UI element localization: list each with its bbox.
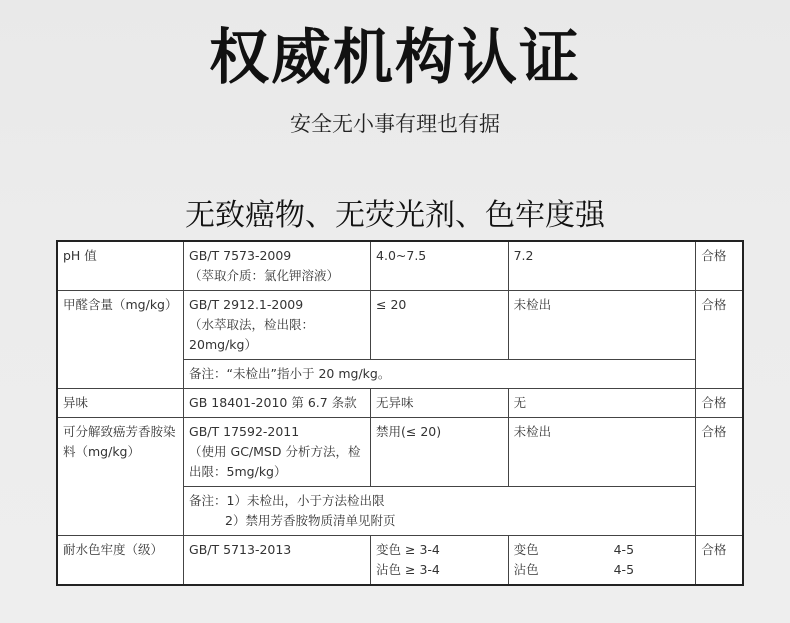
requirement-cell: 无异味 bbox=[371, 389, 509, 418]
table-row bbox=[57, 418, 743, 487]
result-label: 变色 bbox=[513, 542, 539, 557]
method-cell bbox=[184, 418, 371, 487]
method-detail: （水萃取法，检出限：20mg/kg） bbox=[189, 317, 315, 352]
method-detail: （使用 GC/MSD 分析方法，检出限：5mg/kg） bbox=[189, 444, 361, 479]
result-label: 沾色 bbox=[513, 562, 539, 577]
section-title: 无致癌物、无荧光剂、色牢度强 bbox=[185, 198, 605, 233]
requirement-cell: ≤ 20 bbox=[371, 291, 509, 360]
result-cell: 无 bbox=[508, 389, 696, 418]
result-cell: 7.2 bbox=[508, 241, 696, 291]
result-value: 4-5 bbox=[613, 542, 635, 557]
method-standard: GB/T 2912.1-2009 bbox=[189, 297, 304, 312]
item-cell: 甲醛含量（mg/kg） bbox=[57, 291, 184, 389]
method-cell: GB/T 5713-2013 bbox=[184, 536, 371, 586]
test-results-table-container bbox=[56, 240, 744, 586]
verdict-cell: 合格 bbox=[696, 418, 743, 536]
result-value: 4-5 bbox=[613, 562, 635, 577]
item-cell: 可分解致癌芳香胺染料（mg/kg） bbox=[57, 418, 184, 536]
table-row bbox=[57, 291, 743, 360]
item-cell: pH 值 bbox=[57, 241, 184, 291]
page-title: 权威机构认证 bbox=[209, 23, 581, 93]
table-row bbox=[57, 241, 743, 291]
note-line: 备注：1）未检出，小于方法检出限 bbox=[189, 493, 385, 508]
verdict-cell: 合格 bbox=[696, 241, 743, 291]
method-detail: （萃取介质：氯化钾溶液） bbox=[189, 268, 340, 283]
result-line bbox=[514, 540, 691, 560]
test-results-table bbox=[56, 240, 744, 586]
note-cell bbox=[184, 487, 696, 536]
verdict-cell: 合格 bbox=[696, 291, 743, 389]
result-cell: 未检出 bbox=[508, 291, 696, 360]
method-cell bbox=[184, 241, 371, 291]
item-cell: 耐水色牢度（级） bbox=[57, 536, 184, 586]
result-cell: 未检出 bbox=[508, 418, 696, 487]
method-standard: GB/T 17592-2011 bbox=[189, 424, 300, 439]
verdict-cell: 合格 bbox=[696, 389, 743, 418]
requirement-line: 沾色 ≥ 3-4 bbox=[376, 562, 440, 577]
verdict-cell: 合格 bbox=[696, 536, 743, 586]
method-cell bbox=[184, 291, 371, 360]
table-row bbox=[57, 536, 743, 586]
item-cell: 异味 bbox=[57, 389, 184, 418]
table-row bbox=[57, 389, 743, 418]
note-cell: 备注：“未检出”指小于 20 mg/kg。 bbox=[184, 360, 696, 389]
requirement-cell bbox=[371, 536, 509, 586]
page-subtitle: 安全无小事有理也有据 bbox=[290, 112, 500, 136]
method-standard: GB/T 7573-2009 bbox=[189, 248, 292, 263]
requirement-cell: 禁用(≤ 20) bbox=[371, 418, 509, 487]
method-cell: GB 18401-2010 第 6.7 条款 bbox=[184, 389, 371, 418]
requirement-line: 变色 ≥ 3-4 bbox=[376, 542, 440, 557]
result-line bbox=[514, 560, 691, 580]
note-line: 2）禁用芳香胺物质清单见附页 bbox=[225, 513, 396, 528]
result-cell bbox=[508, 536, 696, 586]
requirement-cell: 4.0~7.5 bbox=[371, 241, 509, 291]
